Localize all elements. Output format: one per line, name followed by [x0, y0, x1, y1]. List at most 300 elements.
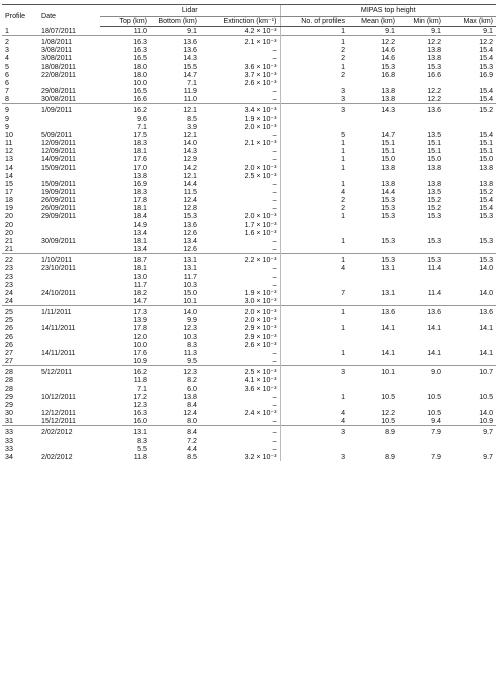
cell-number-of-profiles: 3 [280, 104, 348, 115]
cell-min: 12.2 [427, 95, 442, 104]
table-row [2, 273, 496, 281]
cell-number-of-profiles: 3 [280, 87, 348, 95]
cell-number-of-profiles: 1 [280, 147, 348, 155]
cell-extinction: 3.6 × 10⁻³ [244, 384, 277, 393]
table-row [2, 54, 496, 62]
table-row [2, 376, 496, 384]
cell-max: 13.6 [444, 306, 496, 317]
cell-extinction: – [272, 264, 277, 273]
cell-extinction: 2.0 × 10⁻³ [244, 316, 277, 325]
cell-max: 15.3 [479, 212, 494, 221]
cell-date [38, 79, 100, 87]
cell-min [398, 316, 444, 324]
cell-mean: 13.1 [381, 264, 396, 273]
cell-max [444, 281, 496, 289]
table-row [2, 172, 496, 180]
col-header-date: Date [38, 5, 100, 27]
cell-top: 13.1 [100, 426, 150, 437]
table-row [2, 401, 496, 409]
cell-extinction: – [272, 417, 277, 426]
cell-date [38, 229, 100, 237]
cell-min: 15.3 [398, 254, 444, 265]
cell-min: 9.1 [431, 27, 442, 35]
cell-number-of-profiles [280, 385, 348, 393]
cell-bottom: 9.1 [187, 27, 197, 35]
cell-number-of-profiles: 3 [280, 453, 348, 461]
cell-min [398, 297, 444, 306]
table-row [2, 155, 496, 163]
cell-mean [348, 281, 398, 289]
cell-extinction: 4.2 × 10⁻³ [244, 27, 277, 35]
cell-max [444, 79, 496, 87]
cell-profile: 17 [5, 187, 13, 196]
cell-max [444, 333, 496, 341]
cell-max: 9.7 [444, 426, 496, 437]
cell-number-of-profiles: 2 [280, 196, 348, 204]
cell-extinction: 3.7 × 10⁻³ [244, 70, 277, 79]
cell-profile: 26 [5, 332, 13, 341]
cell-top: 17.5 [133, 130, 147, 139]
cell-min: 15.1 [427, 147, 442, 156]
cell-min: 13.8 [427, 179, 442, 188]
cell-date [38, 245, 100, 254]
cell-top: 18.0 [133, 70, 147, 79]
cell-date: 14/09/2011 [41, 155, 76, 164]
cell-bottom: 8.4 [187, 400, 197, 409]
cell-profile: 20 [5, 212, 13, 221]
cell-date: 26/09/2011 [41, 196, 76, 205]
cell-extinction: 2.6 × 10⁻³ [244, 78, 277, 87]
cell-extinction: – [272, 187, 277, 196]
cell-max: 15.0 [479, 155, 494, 164]
cell-date: 24/10/2011 [41, 288, 76, 297]
cell-extinction: 2.0 × 10⁻³ [200, 306, 280, 317]
cell-top: 10.9 [133, 357, 147, 366]
cell-profile: 24 [5, 288, 13, 297]
cell-number-of-profiles [280, 273, 348, 281]
cell-number-of-profiles [280, 297, 348, 306]
cell-top: 11.7 [133, 280, 147, 289]
cell-min: 12.2 [398, 36, 444, 47]
cell-top: 16.0 [133, 417, 147, 426]
cell-extinction: 2.5 × 10⁻³ [244, 171, 277, 180]
cell-mean: 14.3 [348, 104, 398, 115]
cell-date: 5/09/2011 [41, 130, 73, 139]
cell-bottom: 13.4 [183, 236, 197, 245]
table-row [2, 426, 496, 437]
cell-mean: 14.1 [381, 324, 396, 333]
cell-max: 13.8 [479, 163, 494, 172]
cell-max [444, 401, 496, 409]
cell-mean [348, 385, 398, 393]
col-header-number-of-profiles: No. of profiles [280, 16, 348, 27]
cell-extinction: – [272, 196, 277, 205]
cell-profile: 23 [5, 272, 13, 281]
cell-max: 15.4 [479, 87, 494, 96]
cell-top: 12.3 [133, 400, 147, 409]
cell-mean: 10.5 [381, 392, 396, 401]
cell-top: 11.0 [133, 27, 147, 35]
cell-min: 15.3 [427, 236, 442, 245]
cell-min: 15.0 [427, 155, 442, 164]
group-header-lidar: Lidar [100, 5, 280, 17]
cell-date: 12/12/2011 [41, 409, 76, 418]
cell-bottom: 7.1 [187, 78, 197, 87]
cell-min [398, 357, 444, 366]
cell-profile: 10 [5, 130, 13, 139]
table-row [2, 46, 496, 54]
cell-mean: 14.1 [381, 348, 396, 357]
cell-number-of-profiles: 1 [280, 164, 348, 172]
cell-extinction: – [272, 130, 277, 139]
cell-top: 16.5 [133, 54, 147, 63]
cell-number-of-profiles: 1 [280, 254, 348, 265]
table-row [2, 349, 496, 357]
cell-min [398, 401, 444, 409]
cell-min: 13.6 [398, 306, 444, 317]
table-row [2, 357, 496, 366]
cell-profile: 5 [5, 62, 9, 71]
cell-top: 14.7 [133, 297, 147, 305]
col-header-top: Top (km) [100, 16, 150, 27]
cell-bottom: 11.3 [183, 348, 197, 357]
cell-max: 13.8 [479, 179, 494, 188]
table-row [2, 445, 496, 453]
cell-max [444, 297, 496, 306]
cell-mean: 15.3 [381, 212, 396, 221]
cell-bottom: 14.0 [183, 139, 197, 148]
cell-min: 12.2 [427, 87, 442, 96]
cell-extinction: – [272, 392, 277, 401]
cell-max: 14.0 [479, 288, 494, 297]
cell-profile: 14 [5, 171, 13, 180]
cell-top: 18.1 [133, 264, 147, 273]
cell-profile: 14 [5, 163, 13, 172]
cell-date [38, 357, 100, 366]
cell-min [398, 229, 444, 237]
cell-profile: 24 [5, 297, 13, 305]
cell-number-of-profiles: 4 [280, 417, 348, 426]
cell-top: 17.6 [133, 348, 147, 357]
cell-profile: 9 [5, 122, 9, 131]
cell-number-of-profiles: 1 [280, 349, 348, 357]
cell-extinction: – [272, 400, 277, 409]
cell-max [444, 221, 496, 229]
cell-min [398, 437, 444, 445]
cell-date: 19/09/2011 [41, 187, 76, 196]
cell-mean [348, 316, 398, 324]
cell-max: 10.5 [479, 392, 494, 401]
cell-max: 15.4 [479, 95, 494, 104]
cell-profile: 23 [5, 264, 13, 273]
cell-top: 18.3 [133, 187, 147, 196]
cell-min: 15.2 [427, 196, 442, 205]
cell-max: 16.9 [479, 70, 494, 79]
cell-extinction: 2.1 × 10⁻³ [244, 139, 277, 148]
table-row [2, 87, 496, 95]
cell-mean [348, 273, 398, 281]
cell-bottom: 10.3 [183, 280, 197, 289]
cell-max: 14.0 [479, 409, 494, 418]
cell-number-of-profiles: 1 [280, 36, 348, 47]
cell-mean: 13.8 [381, 163, 396, 172]
cell-extinction: 2.4 × 10⁻³ [244, 409, 277, 418]
table-row [2, 306, 496, 317]
table-row [2, 385, 496, 393]
cell-bottom: 6.0 [187, 384, 197, 393]
cell-top: 18.1 [133, 147, 147, 156]
cell-bottom: 15.3 [183, 212, 197, 221]
cell-min: 7.9 [431, 452, 442, 461]
cell-extinction: 3.0 × 10⁻³ [244, 297, 277, 305]
cell-top: 9.6 [137, 114, 147, 123]
table-row [2, 221, 496, 229]
table-row [2, 212, 496, 220]
cell-min: 13.5 [427, 187, 442, 196]
cell-number-of-profiles: 1 [280, 155, 348, 163]
cell-number-of-profiles: 7 [280, 289, 348, 297]
cell-number-of-profiles: 1 [280, 139, 348, 147]
cell-mean [348, 341, 398, 349]
cell-max: 15.4 [479, 46, 494, 55]
cell-extinction: – [272, 357, 277, 366]
table-row [2, 115, 496, 123]
cell-max: 14.0 [479, 264, 494, 273]
table-body [2, 27, 496, 461]
cell-min: 15.2 [427, 204, 442, 213]
cell-mean [348, 437, 398, 445]
cell-max [444, 341, 496, 349]
cell-number-of-profiles: 4 [280, 188, 348, 196]
cell-top: 16.9 [133, 179, 147, 188]
cell-max: 15.4 [479, 196, 494, 205]
cell-extinction: – [272, 348, 277, 357]
cell-mean [348, 115, 398, 123]
cell-top: 13.9 [133, 316, 147, 325]
cell-bottom: 4.4 [187, 444, 197, 453]
cell-min: 7.9 [398, 426, 444, 437]
cell-top: 14.9 [133, 220, 147, 229]
cell-bottom: 15.0 [183, 288, 197, 297]
cell-min [398, 333, 444, 341]
table-row [2, 366, 496, 377]
cell-number-of-profiles [280, 341, 348, 349]
table-row [2, 393, 496, 401]
cell-bottom: 11.7 [183, 272, 197, 281]
cell-bottom: 13.8 [183, 392, 197, 401]
cell-date [38, 273, 100, 281]
cell-profile: 25 [5, 316, 13, 325]
cell-mean: 12.2 [381, 409, 396, 418]
table-header [2, 5, 496, 27]
cell-date: 1/11/2011 [38, 306, 100, 317]
cell-date: 5/12/2011 [38, 366, 100, 377]
cell-mean [348, 172, 398, 180]
cell-mean [348, 79, 398, 87]
cell-profile: 21 [5, 245, 13, 254]
cell-number-of-profiles [280, 376, 348, 384]
table-row [2, 131, 496, 139]
cell-number-of-profiles [280, 172, 348, 180]
cell-top: 16.3 [133, 409, 147, 418]
table-row [2, 297, 496, 306]
table-row [2, 180, 496, 188]
cell-max: 15.2 [479, 187, 494, 196]
cell-mean: 14.6 [381, 46, 396, 55]
cell-mean: 10.5 [381, 417, 396, 426]
table-row [2, 71, 496, 79]
cell-profile: 6 [5, 78, 9, 87]
table-row [2, 341, 496, 349]
cell-date [38, 172, 100, 180]
cell-number-of-profiles [280, 79, 348, 87]
cell-extinction: – [272, 444, 277, 453]
cell-mean [348, 376, 398, 384]
cell-date: 15/12/2011 [41, 417, 76, 426]
cell-max: 9.1 [483, 27, 494, 35]
cell-extinction: – [272, 272, 277, 281]
cell-top: 13.0 [133, 272, 147, 281]
cell-min [398, 123, 444, 131]
cell-bottom: 13.1 [183, 264, 197, 273]
cell-top: 13.8 [133, 171, 147, 180]
cell-min: 14.1 [427, 348, 442, 357]
cell-bottom: 12.4 [183, 409, 197, 418]
cell-max: 14.1 [479, 324, 494, 333]
cell-extinction: 1.9 × 10⁻³ [244, 288, 277, 297]
cell-number-of-profiles: 1 [280, 393, 348, 401]
cell-number-of-profiles: 2 [280, 54, 348, 62]
cell-extinction: – [272, 236, 277, 245]
cell-date: 12/09/2011 [41, 147, 76, 156]
table-row [2, 417, 496, 426]
cell-profile: 30 [5, 409, 13, 418]
cell-min [398, 281, 444, 289]
cell-max: 15.1 [479, 147, 494, 156]
cell-bottom: 14.3 [183, 54, 197, 63]
cell-top: 8.3 [137, 436, 147, 445]
cell-max: 12.2 [444, 36, 496, 47]
cell-min: 10.5 [427, 409, 442, 418]
cell-mean: 8.9 [385, 452, 396, 461]
cell-number-of-profiles: 2 [280, 46, 348, 54]
cell-bottom: 3.9 [187, 122, 197, 131]
cell-min [398, 245, 444, 254]
cell-min [398, 385, 444, 393]
cell-date: 29/08/2011 [41, 87, 76, 96]
cell-mean [348, 357, 398, 366]
cell-min: 13.8 [427, 54, 442, 63]
cell-top: 7.1 [137, 384, 147, 393]
cell-profile: 2 [2, 36, 38, 47]
cell-min: 15.1 [427, 139, 442, 148]
cell-min: 9.0 [398, 366, 444, 377]
cell-profile: 7 [5, 87, 9, 96]
cell-extinction: – [200, 426, 280, 437]
cell-mean [348, 221, 398, 229]
cell-min: 15.3 [427, 62, 442, 71]
cell-mean: 12.2 [348, 36, 398, 47]
cell-max: 15.4 [479, 130, 494, 139]
cell-mean: 15.3 [381, 204, 396, 213]
cell-extinction: – [272, 155, 277, 164]
cell-number-of-profiles [280, 316, 348, 324]
cell-bottom: 8.2 [187, 376, 197, 385]
cell-min [398, 445, 444, 453]
cell-bottom: 14.7 [183, 70, 197, 79]
cell-top: 17.8 [133, 324, 147, 333]
cell-number-of-profiles: 1 [280, 27, 348, 36]
cell-mean [348, 445, 398, 453]
table-row [2, 409, 496, 417]
cell-profile: 21 [5, 236, 13, 245]
cell-profile: 9 [5, 114, 9, 123]
cell-number-of-profiles [280, 221, 348, 229]
cell-top: 11.8 [133, 376, 147, 385]
cell-number-of-profiles: 4 [280, 264, 348, 272]
table-row [2, 229, 496, 237]
cell-extinction: 2.1 × 10⁻³ [200, 36, 280, 47]
cell-extinction: 4.1 × 10⁻³ [244, 376, 277, 385]
cell-profile: 33 [2, 426, 38, 437]
cell-extinction: – [272, 204, 277, 213]
cell-date: 26/09/2011 [41, 204, 76, 213]
cell-bottom: 10.3 [183, 332, 197, 341]
cell-bottom: 10.1 [183, 297, 197, 305]
cell-date: 1/10/2011 [38, 254, 100, 265]
cell-max: 15.3 [444, 254, 496, 265]
cell-top: 5.5 [137, 444, 147, 453]
cell-profile: 28 [2, 366, 38, 377]
cell-profile: 11 [5, 139, 13, 148]
cell-profile: 6 [5, 70, 9, 79]
cell-date [38, 437, 100, 445]
cell-date: 2/02/2012 [41, 452, 73, 461]
cell-profile: 18 [5, 196, 13, 205]
cell-extinction: 1.7 × 10⁻³ [244, 220, 277, 229]
cell-extinction: 3.2 × 10⁻³ [244, 452, 277, 461]
cell-bottom: 9.5 [187, 357, 197, 366]
cell-bottom: 8.0 [187, 417, 197, 426]
cell-date: 23/10/2011 [41, 264, 76, 273]
cell-mean: 9.1 [385, 27, 396, 35]
cell-bottom: 13.6 [183, 46, 197, 55]
cell-max: 15.1 [479, 139, 494, 148]
table-row [2, 164, 496, 172]
cell-bottom: 14.3 [183, 147, 197, 156]
cell-min [398, 79, 444, 87]
cell-date: 2/02/2012 [38, 426, 100, 437]
table-row [2, 254, 496, 265]
cell-top: 13.4 [133, 245, 147, 254]
cell-date: 14/11/2011 [41, 348, 76, 357]
cell-profile: 28 [5, 376, 13, 385]
cell-number-of-profiles: 1 [280, 306, 348, 317]
cell-mean [348, 123, 398, 131]
cell-date: 30/09/2011 [41, 236, 76, 245]
cell-bottom: 11.9 [183, 87, 197, 96]
cell-bottom: 12.1 [183, 171, 197, 180]
cell-top: 16.3 [100, 36, 150, 47]
cell-mean: 13.8 [381, 95, 396, 104]
cell-top: 17.3 [100, 306, 150, 317]
cell-bottom: 13.6 [150, 36, 200, 47]
cell-mean: 16.8 [381, 70, 396, 79]
cell-mean [348, 401, 398, 409]
cell-number-of-profiles: 1 [280, 324, 348, 332]
cell-extinction: – [272, 54, 277, 63]
cell-mean: 13.6 [348, 306, 398, 317]
